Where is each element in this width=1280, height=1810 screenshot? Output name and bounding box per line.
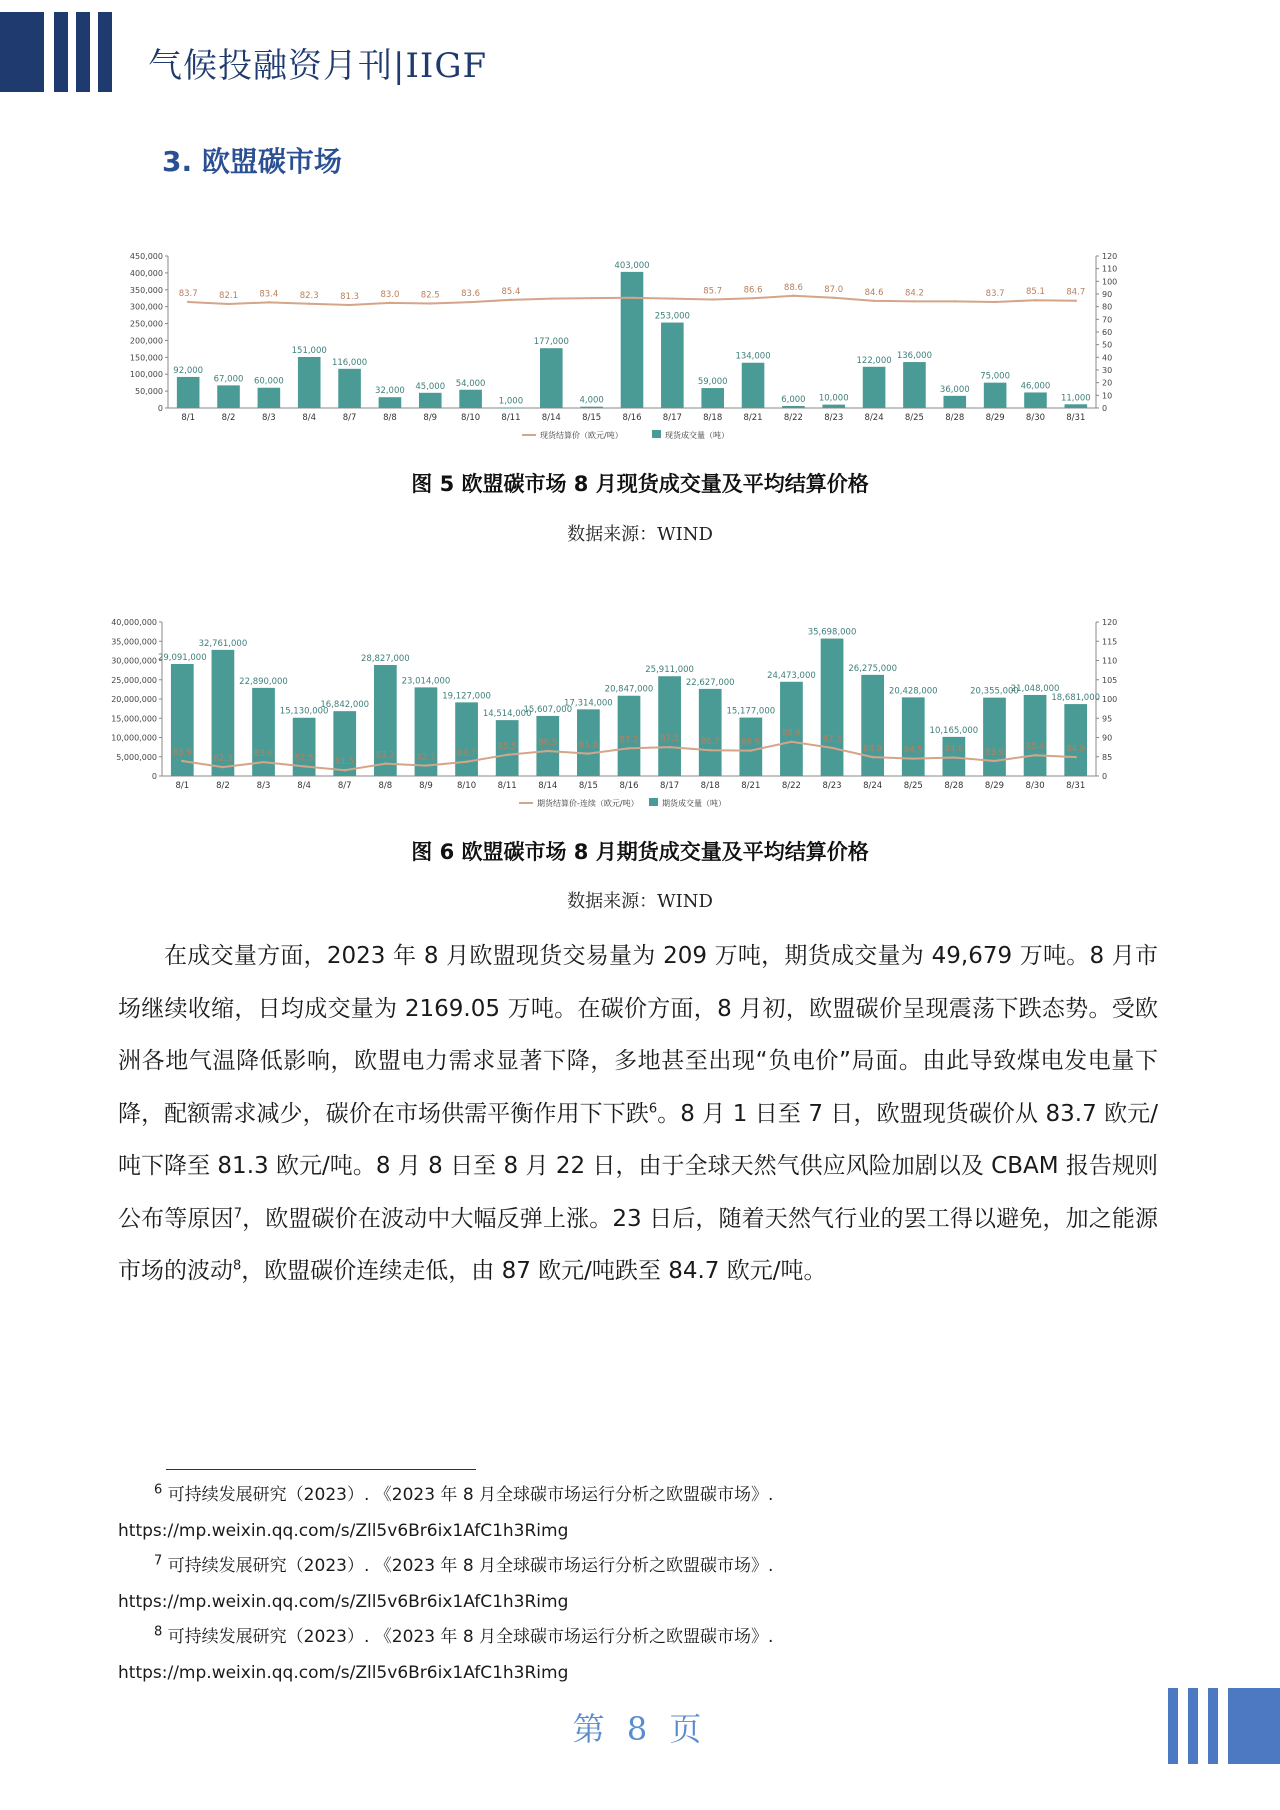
y-tick-label-left: 35,000,000 <box>111 637 157 647</box>
bar-value-label: 54,000 <box>455 378 486 389</box>
y-tick-label-left: 450,000 <box>129 252 163 261</box>
bar-value-label: 20,355,000 <box>970 686 1019 697</box>
x-tick-label: 8/21 <box>743 413 763 423</box>
x-tick-label: 8/9 <box>423 413 438 423</box>
bar-value-label: 59,000 <box>697 377 728 388</box>
x-tick-label: 8/30 <box>1025 413 1046 423</box>
line-point <box>227 303 229 305</box>
bar <box>415 687 438 776</box>
x-tick-label: 8/11 <box>501 413 521 423</box>
line-value-label: 86.6 <box>743 285 763 296</box>
line-value-label: 83.2 <box>375 750 395 761</box>
line-point <box>303 765 305 767</box>
y-tick-label-left: 0 <box>151 772 157 781</box>
line-point <box>792 295 794 297</box>
bar-value-label: 14,514,000 <box>482 709 532 720</box>
footnote-6: $^6$ 可持续发展研究（2023）. 《2023 年 8 月全球碳市场运行分析之欧盟碳市场》. https://mp.weixin.qq.com/s/Zll5v6Br6ix1AfC1h3Rimg <box>118 1478 1178 1549</box>
y-tick-label-right: 90 <box>1102 733 1113 743</box>
x-tick-label: 8/11 <box>497 781 517 791</box>
bar-value-label: 35,698,000 <box>807 627 857 638</box>
y-tick-label-left: 5,000,000 <box>116 752 157 762</box>
line-point <box>469 301 471 303</box>
line-value-label: 83.0 <box>380 289 400 300</box>
line-point <box>873 300 875 302</box>
bar <box>455 702 478 776</box>
footnote-link[interactable]: https://mp.weixin.qq.com/s/Zll5v6Br6ix1AfC1h3Rimg <box>118 1662 569 1683</box>
bar-value-label: 75,000 <box>980 371 1011 382</box>
line-point <box>711 298 713 300</box>
line-value-label: 84.9 <box>863 744 883 755</box>
line-value-label: 85.4 <box>1025 742 1045 753</box>
y-tick-label-left: 30,000,000 <box>111 656 157 666</box>
x-tick-label: 8/24 <box>863 781 883 791</box>
bar <box>1065 404 1088 408</box>
bar-value-label: 15,130,000 <box>279 706 329 717</box>
x-tick-label: 8/21 <box>741 781 761 791</box>
x-tick-label: 8/3 <box>262 413 276 423</box>
bar <box>580 407 603 408</box>
footnote-link[interactable]: https://mp.weixin.qq.com/s/Zll5v6Br6ix1AfC1h3Rimg <box>118 1520 569 1541</box>
body-text <box>118 930 1158 1298</box>
bar <box>621 272 644 408</box>
line-value-label: 83.6 <box>461 289 481 300</box>
bar-value-label: 45,000 <box>415 381 446 392</box>
bar <box>821 639 844 776</box>
y-tick-label-right: 105 <box>1102 675 1118 685</box>
x-tick-label: 8/7 <box>342 413 357 423</box>
line-value-label: 84.8 <box>944 744 964 755</box>
line-point <box>912 757 914 759</box>
bar-value-label: 10,000 <box>818 393 849 404</box>
x-tick-label: 8/22 <box>781 781 801 791</box>
bar <box>742 363 765 408</box>
bar-value-label: 6,000 <box>781 394 806 405</box>
line-value-label: 84.7 <box>1066 287 1086 298</box>
x-tick-label: 8/22 <box>783 413 803 423</box>
line-value-label: 84.9 <box>1066 744 1086 755</box>
x-tick-label: 8/10 <box>461 413 481 423</box>
section-title: 3. 欧盟碳市场 <box>162 145 342 178</box>
line-value-label: 87.3 <box>822 734 842 745</box>
y-tick-label-right: 60 <box>1102 328 1113 337</box>
bar <box>903 362 926 408</box>
chart-futures <box>111 614 1142 828</box>
bar <box>338 369 361 408</box>
line-point <box>671 297 673 299</box>
bar <box>258 388 281 408</box>
bar <box>863 367 886 408</box>
bar <box>298 357 321 408</box>
x-tick-label: 8/8 <box>383 413 397 423</box>
bar-value-label: 4,000 <box>579 395 604 406</box>
bar-value-label: 67,000 <box>213 374 244 385</box>
line-value-label: 84.5 <box>903 745 923 756</box>
line-point <box>668 746 670 748</box>
line-point <box>587 752 589 754</box>
y-tick-label-right: 85 <box>1102 752 1113 762</box>
header-title: 气候投融资月刊|IIGF <box>148 46 488 86</box>
line-point <box>628 747 630 749</box>
bar-value-label: 19,127,000 <box>442 691 491 702</box>
bar <box>540 348 563 408</box>
line-value-label: 86.6 <box>741 737 761 748</box>
bar-value-label: 16,842,000 <box>320 700 370 711</box>
x-tick-label: 8/7 <box>337 781 352 791</box>
footnote-ref-7[interactable]: 7 <box>233 1205 242 1221</box>
bar <box>943 396 966 408</box>
bar <box>658 676 681 776</box>
x-tick-label: 8/15 <box>578 781 598 791</box>
y-tick-label-left: 200,000 <box>129 336 163 346</box>
x-tick-label: 8/25 <box>903 781 923 791</box>
footnote-link[interactable]: https://mp.weixin.qq.com/s/Zll5v6Br6ix1AfC1h3Rimg <box>118 1591 569 1612</box>
line-value-label: 83.7 <box>178 288 198 299</box>
y-tick-label-right: 115 <box>1102 637 1118 647</box>
chart-spot <box>118 246 1142 458</box>
figure6-caption: 图 6 欧盟碳市场 8 月期货成交量及平均结算价格 <box>411 840 869 864</box>
bar <box>1024 392 1047 408</box>
bar-value-label: 46,000 <box>1020 381 1051 392</box>
bar-value-label: 18,681,000 <box>1051 693 1101 704</box>
legend-bar-label: 现货成交量（吨） <box>665 431 729 440</box>
x-tick-label: 8/17 <box>662 413 682 423</box>
legend-bar-swatch <box>649 798 658 806</box>
x-tick-label: 8/3 <box>256 781 271 791</box>
bar-value-label: 134,000 <box>735 351 771 362</box>
page-number: 第 8 页 <box>572 1710 708 1748</box>
line-point <box>994 301 996 303</box>
line-value-label: 88.9 <box>781 728 801 739</box>
footnote-ref-8[interactable]: 8 <box>233 1258 242 1274</box>
line-point <box>547 750 549 752</box>
line-point <box>709 749 711 751</box>
bar <box>983 698 1006 776</box>
x-tick-label: 8/16 <box>622 413 642 423</box>
line-point <box>181 760 183 762</box>
bar <box>171 664 194 776</box>
bar <box>701 388 724 408</box>
line-value-label: 86.5 <box>538 737 558 748</box>
line-point <box>831 747 833 749</box>
line-point <box>510 299 512 301</box>
figure5-source: 数据来源：WIND <box>567 524 713 545</box>
bar-value-label: 21,048,000 <box>1010 683 1060 694</box>
line-value-label: 84.6 <box>864 287 884 298</box>
line-point <box>429 302 431 304</box>
x-tick-label: 8/14 <box>541 413 561 423</box>
bar-value-label: 122,000 <box>856 355 892 366</box>
bar-value-label: 10,165,000 <box>929 725 979 736</box>
bar-value-label: 25,911,000 <box>645 665 694 676</box>
bar <box>902 697 925 776</box>
bar <box>459 390 482 408</box>
line-point <box>1075 300 1077 302</box>
x-tick-label: 8/24 <box>864 413 884 423</box>
bar-value-label: 28,827,000 <box>361 654 410 665</box>
line-point <box>833 297 835 299</box>
bar-value-label: 177,000 <box>533 337 569 348</box>
y-tick-label-left: 25,000,000 <box>111 675 157 685</box>
footnote-8: $^8$ 可持续发展研究（2023）. 《2023 年 8 月全球碳市场运行分析之欧盟碳市场》. https://mp.weixin.qq.com/s/Zll5v6Br6ix1AfC1h3Rimg <box>118 1620 1178 1691</box>
bar-value-label: 15,177,000 <box>726 706 776 717</box>
bar-value-label: 116,000 <box>331 357 368 368</box>
x-tick-label: 8/10 <box>457 781 477 791</box>
y-tick-label-left: 100,000 <box>129 370 163 380</box>
bar <box>419 393 442 408</box>
line-point <box>222 766 224 768</box>
line-point <box>750 749 752 751</box>
line-value-label: 81.3 <box>340 292 360 303</box>
x-tick-label: 8/18 <box>700 781 720 791</box>
line-value-label: 82.5 <box>420 290 440 301</box>
legend-line-label: 现货结算价（欧元/吨） <box>540 431 623 440</box>
bar-value-label: 60,000 <box>253 376 284 387</box>
figure6-source: 数据来源：WIND <box>567 891 713 912</box>
line-point <box>913 300 915 302</box>
line-point <box>348 304 350 306</box>
bar-value-label: 22,890,000 <box>239 676 288 687</box>
x-tick-label: 8/9 <box>419 781 433 791</box>
y-tick-label-right: 100 <box>1102 695 1118 704</box>
bar-value-label: 29,091,000 <box>157 652 207 663</box>
y-tick-label-right: 70 <box>1102 315 1113 325</box>
line-value-label: 82.3 <box>299 290 319 301</box>
line-value-label: 82.5 <box>294 753 314 764</box>
line-value-label: 85.5 <box>497 741 517 752</box>
line-value-label: 87.5 <box>660 734 680 745</box>
bar-value-label: 23,014,000 <box>401 676 451 687</box>
line-value-label: 87.0 <box>824 284 844 295</box>
body-paragraph: 在成交量方面，2023 年 8 月欧盟现货交易量为 209 万吨，期货成交量为 49,679 万吨。8 月市场继续收缩，日均成交量为 2169.05 万吨。在碳价方面，8 月初，欧盟碳价呈现震荡下跌态势。受欧洲各地气温降低影响，欧盟电力需求显著下降，多地甚至出现“负电价”局面。由此导致煤电发电量下降，配额需求减少，碳价在市场供需平衡作用下下跌$^6$。8 月 1 日至 7 日，欧盟现货碳价从 83.7 欧元/吨下降至 81.3 欧元/吨。8 月 8 日至 8 月 22 日，由于全球天然气供应风险加剧以及 CBAM 报告规则公布等原因$^7$，欧盟碳价在波动中大幅反弹上涨。23 日后，随着天然气行业的罢工得以避免，加之能源市场的波动$^8$，欧盟碳价连续走低，由 87 欧元/吨跌至 84.7 欧元/吨。 <box>118 943 1159 1284</box>
x-tick-label: 8/1 <box>175 781 190 791</box>
line-value-label: 82.7 <box>416 752 436 763</box>
bar-value-label: 17,314,000 <box>564 698 613 709</box>
bar <box>1024 695 1047 776</box>
x-tick-label: 8/28 <box>944 781 964 791</box>
line-point <box>506 754 508 756</box>
bar-value-label: 22,627,000 <box>685 677 735 688</box>
line-point <box>389 302 391 304</box>
line-point <box>1034 299 1036 301</box>
line-point <box>425 764 427 766</box>
bar <box>379 397 402 408</box>
y-tick-label-right: 0 <box>1102 772 1108 781</box>
legend-line-label: 期货结算价-连续（欧元/吨） <box>537 799 639 808</box>
footnote-divider <box>166 1469 476 1470</box>
bar-value-label: 403,000 <box>614 260 650 271</box>
x-tick-label: 8/2 <box>216 781 230 791</box>
bar-value-label: 24,473,000 <box>767 670 816 681</box>
bar-value-label: 92,000 <box>173 365 204 376</box>
y-tick-label-left: 10,000,000 <box>111 733 157 743</box>
line-point <box>268 301 270 303</box>
y-tick-label-left: 20,000,000 <box>111 695 157 704</box>
x-tick-label: 8/4 <box>297 781 311 791</box>
bar-value-label: 32,000 <box>375 386 405 397</box>
bar-value-label: 36,000 <box>939 384 970 395</box>
y-tick-label-right: 50 <box>1102 340 1113 350</box>
y-tick-label-right: 40 <box>1102 353 1113 363</box>
line-point <box>631 297 633 299</box>
y-tick-label-right: 95 <box>1102 714 1113 724</box>
bar-value-label: 11,000 <box>1060 393 1091 404</box>
line-point <box>752 297 754 299</box>
line-value-label: 84.2 <box>904 288 924 299</box>
line-value-label: 85.4 <box>501 286 521 297</box>
line-point <box>308 303 310 305</box>
x-tick-label: 8/29 <box>985 413 1005 423</box>
y-tick-label-right: 90 <box>1102 290 1113 299</box>
line-value-label: 85.7 <box>703 286 723 297</box>
y-tick-label-right: 120 <box>1102 618 1118 627</box>
x-tick-label: 8/31 <box>1066 781 1086 791</box>
y-tick-label-right: 20 <box>1102 378 1113 388</box>
header-logo-bars <box>0 12 118 92</box>
y-tick-label-right: 30 <box>1102 366 1113 375</box>
x-tick-label: 8/4 <box>302 413 317 423</box>
x-tick-label: 8/2 <box>221 413 236 423</box>
bar <box>217 385 240 408</box>
line-point <box>590 297 592 299</box>
y-tick-label-left: 15,000,000 <box>111 714 157 724</box>
line-point <box>954 300 956 302</box>
y-tick-label-left: 40,000,000 <box>111 618 157 627</box>
y-tick-label-left: 0 <box>157 404 163 413</box>
y-tick-label-left: 150,000 <box>129 353 163 363</box>
x-tick-label: 8/30 <box>1025 781 1045 791</box>
footnote-7: $^7$ 可持续发展研究（2023）. 《2023 年 8 月全球碳市场运行分析之欧盟碳市场》. https://mp.weixin.qq.com/s/Zll5v6Br6ix1AfC1h3Rimg <box>118 1549 1178 1620</box>
line-value-label: 85.8 <box>578 740 598 751</box>
x-tick-label: 8/16 <box>619 781 639 791</box>
bar <box>500 408 523 409</box>
bar-value-label: 15,607,000 <box>523 704 573 715</box>
y-tick-label-left: 250,000 <box>129 319 163 329</box>
line-point <box>465 761 467 763</box>
line-point <box>1074 756 1076 758</box>
y-tick-label-right: 110 <box>1102 264 1118 274</box>
line-value-label: 83.7 <box>457 748 477 759</box>
line-value-label: 87.2 <box>619 735 639 746</box>
y-tick-label-right: 120 <box>1102 252 1118 261</box>
line-point <box>1034 754 1036 756</box>
legend-bar-swatch <box>652 430 661 438</box>
footer-logo-bars <box>1168 1688 1280 1764</box>
line-point <box>262 761 264 763</box>
bar <box>984 383 1007 408</box>
x-tick-label: 8/15 <box>582 413 602 423</box>
bar-value-label: 20,847,000 <box>604 684 654 695</box>
x-tick-label: 8/29 <box>984 781 1005 791</box>
footnote-ref-6[interactable]: 6 <box>648 1100 658 1116</box>
line-point <box>871 756 873 758</box>
line-point <box>187 301 189 303</box>
y-tick-label-left: 50,000 <box>135 387 163 397</box>
bar <box>661 323 684 408</box>
y-tick-label-right: 110 <box>1102 656 1118 666</box>
y-tick-label-left: 400,000 <box>129 268 163 278</box>
bar-value-label: 1,000 <box>498 396 524 407</box>
line-value-label: 83.6 <box>254 749 273 760</box>
y-tick-label-right: 80 <box>1102 302 1113 312</box>
bar-value-label: 136,000 <box>896 351 933 362</box>
bar <box>822 405 845 408</box>
x-tick-label: 8/14 <box>538 781 558 791</box>
bar-value-label: 253,000 <box>654 311 690 322</box>
line-value-label: 83.9 <box>985 747 1004 758</box>
bar <box>177 377 200 408</box>
bar-value-label: 32,761,000 <box>198 638 248 649</box>
x-tick-label: 8/1 <box>181 413 196 423</box>
x-tick-label: 8/17 <box>660 781 680 791</box>
y-tick-label-right: 10 <box>1102 391 1113 401</box>
line-value-label: 86.7 <box>700 737 720 748</box>
line-value-label: 83.4 <box>259 289 279 300</box>
bar <box>861 675 884 776</box>
bar-value-label: 151,000 <box>291 345 327 356</box>
x-tick-label: 8/28 <box>945 413 965 423</box>
bar-value-label: 20,428,000 <box>888 686 938 697</box>
chart-futures-svg <box>111 614 1142 828</box>
x-tick-label: 8/25 <box>904 413 924 423</box>
bar <box>782 406 805 408</box>
line-value-label: 83.9 <box>172 747 192 758</box>
line-value-label: 81.5 <box>335 757 355 768</box>
bar <box>1064 704 1087 776</box>
legend-bar-label: 期货成交量（吨） <box>662 799 726 808</box>
x-tick-label: 8/8 <box>378 781 393 791</box>
y-tick-label-right: 0 <box>1102 404 1108 413</box>
line-value-label: 82.3 <box>213 754 233 765</box>
x-tick-label: 8/23 <box>824 413 844 423</box>
y-tick-label-left: 300,000 <box>129 302 163 312</box>
line-value-label: 83.7 <box>985 288 1005 299</box>
line-value-label: 82.1 <box>219 291 238 302</box>
y-tick-label-left: 350,000 <box>129 285 163 295</box>
line-point <box>550 297 552 299</box>
line-point <box>993 760 995 762</box>
bar <box>699 689 722 776</box>
x-tick-label: 8/18 <box>703 413 723 423</box>
x-tick-label: 8/23 <box>822 781 842 791</box>
y-tick-label-right: 100 <box>1102 277 1118 287</box>
line-point <box>344 769 346 771</box>
line-point <box>790 741 792 743</box>
x-tick-label: 8/31 <box>1066 413 1086 423</box>
line-point <box>384 762 386 764</box>
line-value-label: 88.6 <box>783 282 803 293</box>
line-value-label: 85.1 <box>1026 287 1045 298</box>
bar-value-label: 26,275,000 <box>848 663 897 674</box>
figure5-caption: 图 5 欧盟碳市场 8 月现货成交量及平均结算价格 <box>411 472 869 496</box>
chart-spot-svg <box>118 246 1142 458</box>
line-point <box>953 756 955 758</box>
footnotes <box>118 1478 1178 1691</box>
